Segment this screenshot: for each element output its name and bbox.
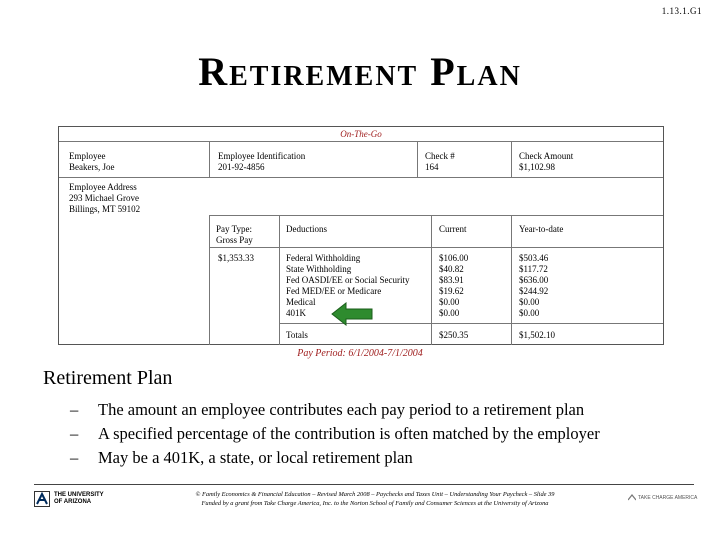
company-name: On-The-Go xyxy=(340,129,382,139)
divider xyxy=(209,215,663,216)
bullet-marker: – xyxy=(70,448,79,467)
university-name: THE UNIVERSITY xyxy=(54,492,104,498)
university-logo xyxy=(34,491,104,507)
totals-label: Totals xyxy=(286,330,308,340)
bullet-marker: – xyxy=(70,400,79,419)
divider xyxy=(209,247,663,248)
employee-value: Beakers, Joe xyxy=(69,162,115,172)
ytd-value: $503.46 xyxy=(519,253,549,263)
ytd-value: $0.00 xyxy=(519,308,540,318)
divider xyxy=(431,215,432,345)
bullet-text: May be a 401K, a state, or local retirement plan xyxy=(98,448,413,467)
divider xyxy=(279,215,280,345)
footer-line: © Family Economics & Financial Education – Revised March 2008 – Paychecks and Taxes Unit – Understanding Your Paycheck – Slide 39 xyxy=(195,491,555,498)
ytd-value: $244.92 xyxy=(519,286,549,296)
pay-period: Pay Period: 6/1/2004-7/1/2004 xyxy=(297,348,423,359)
deduction-name: Federal Withholding xyxy=(286,253,361,263)
gross-pay-value: $1,353.33 xyxy=(218,253,254,263)
university-name: OF ARIZONA xyxy=(54,499,92,505)
ytd-value: $117.72 xyxy=(519,264,548,274)
divider xyxy=(511,215,512,345)
bullet-text: A specified percentage of the contribution is often matched by the employer xyxy=(98,424,600,443)
deduction-name: Medical xyxy=(286,297,316,307)
footer-line: Funded by a grant from Take Charge America, Inc. to the Norton School of Family and Consumer Sciences at the University of Arizona xyxy=(201,500,549,507)
current-value: $106.00 xyxy=(439,253,469,263)
check-amount-label: Check Amount xyxy=(519,151,574,161)
partner-mark-icon xyxy=(628,494,636,502)
divider xyxy=(417,141,418,177)
arrow-left-icon xyxy=(330,302,374,326)
address-line2: Billings, MT 59102 xyxy=(69,204,141,214)
ytd-value: $0.00 xyxy=(519,297,540,307)
deduction-name: Fed MED/EE or Medicare xyxy=(286,286,382,296)
current-value: $0.00 xyxy=(439,297,460,307)
partner-logo xyxy=(628,494,697,502)
bullet-list xyxy=(70,398,600,470)
id-label: Employee Identification xyxy=(218,151,306,161)
divider xyxy=(209,215,210,345)
section-heading: Retirement Plan xyxy=(43,367,173,389)
footer-divider xyxy=(34,484,694,485)
check-amount-value: $1,102.98 xyxy=(519,162,555,172)
slide-number: 1.13.1.G1 xyxy=(661,6,702,16)
page-title: Retirement Plan xyxy=(198,49,522,94)
address-label: Employee Address xyxy=(69,182,137,192)
pay-type-label: Pay Type: xyxy=(216,224,252,234)
current-value: $0.00 xyxy=(439,308,460,318)
totals-current: $250.35 xyxy=(439,330,469,340)
deduction-name: 401K xyxy=(286,308,306,318)
bullet-text: The amount an employee contributes each pay period to a retirement plan xyxy=(98,400,585,419)
ytd-value: $636.00 xyxy=(519,275,549,285)
deduction-name: State Withholding xyxy=(286,264,352,274)
current-value: $83.91 xyxy=(439,275,464,285)
divider xyxy=(511,141,512,177)
current-header: Current xyxy=(439,224,467,234)
current-value: $19.62 xyxy=(439,286,464,296)
university-a-icon xyxy=(34,491,50,507)
deductions-header: Deductions xyxy=(286,224,327,234)
current-value: $40.82 xyxy=(439,264,464,274)
address-line1: 293 Michael Grove xyxy=(69,193,139,203)
footer-credits xyxy=(140,490,610,508)
gross-pay-label: Gross Pay xyxy=(216,235,253,245)
check-number-label: Check # xyxy=(425,151,455,161)
list-item xyxy=(70,446,600,470)
divider xyxy=(209,141,210,177)
bullet-marker: – xyxy=(70,424,79,443)
totals-ytd: $1,502.10 xyxy=(519,330,555,340)
list-item xyxy=(70,422,600,446)
check-number-value: 164 xyxy=(425,162,439,172)
deduction-name: Fed OASDI/EE or Social Security xyxy=(286,275,410,285)
list-item xyxy=(70,398,600,422)
divider xyxy=(59,177,663,178)
partner-name: TAKE CHARGE AMERICA xyxy=(638,495,698,501)
id-value: 201-92-4856 xyxy=(218,162,265,172)
ytd-header: Year-to-date xyxy=(519,224,564,234)
employee-label: Employee xyxy=(69,151,106,161)
divider xyxy=(59,141,663,142)
